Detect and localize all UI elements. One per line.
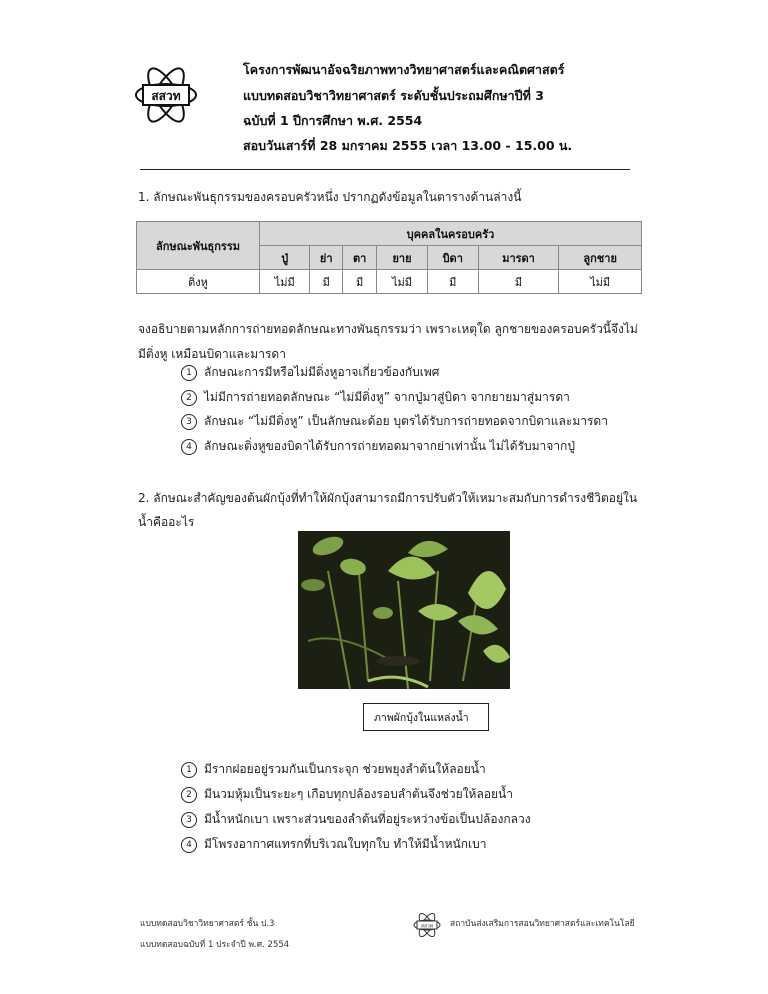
- trait-table: [136, 221, 642, 294]
- member-header: ตา: [343, 246, 377, 270]
- member-header: ยาย: [377, 246, 427, 270]
- trait-value-cell: ไม่มี: [377, 270, 427, 294]
- trait-value-cell: มี: [427, 270, 478, 294]
- trait-value-cell: มี: [343, 270, 377, 294]
- choice-text: ไม่มีการถ่ายทอดลักษณะ “ไม่มีติ่งหู” จากปู่มาสู่บิดา จากยายมาสู่มารดา: [204, 390, 570, 404]
- trait-header-cell: ลักษณะพันธุกรรม: [137, 222, 260, 270]
- trait-name-cell: ติ่งหู: [137, 270, 260, 294]
- choice-number-icon: 4: [181, 439, 197, 455]
- family-header-cell: บุคคลในครอบครัว: [260, 222, 642, 246]
- choice-text: ลักษณะ “ไม่มีติ่งหู” เป็นลักษณะด้อย บุตรได้รับการถ่ายทอดจากบิดาและมารดา: [204, 414, 608, 428]
- choice-text: ลักษณะติ่งหูของบิดาได้รับการถ่ายทอดมาจากย่าเท่านั้น ไม่ได้รับมาจากปู่: [204, 439, 575, 453]
- question-1-text: 1. ลักษณะพันธุกรรมของครอบครัวหนึ่ง ปรากฏดังข้อมูลในตารางด้านล่างนี้: [138, 190, 522, 204]
- member-header: ย่า: [310, 246, 343, 270]
- member-header: ปู่: [260, 246, 310, 270]
- question-1-prompt-line-2: มีติ่งหู เหมือนบิดาและมารดา: [138, 347, 286, 361]
- question-2-text-line-2: น้ำคืออะไร: [138, 515, 195, 529]
- choice-number-icon: 1: [181, 762, 197, 778]
- choice-number-icon: 2: [181, 390, 197, 406]
- member-header: มารดา: [478, 246, 559, 270]
- question-1-choice-4[interactable]: [181, 437, 575, 456]
- choice-number-icon: 1: [181, 365, 197, 381]
- choice-text: มีน้ำหนักเบา เพราะส่วนของลำต้นที่อยู่ระหว่างข้อเป็นปล้องกลวง: [204, 812, 531, 826]
- choice-text: มีรากฝอยอยู่รวมกันเป็นกระจุก ช่วยพยุงลำต้นให้ลอยน้ำ: [204, 762, 486, 776]
- member-header: ลูกชาย: [559, 246, 642, 270]
- header-subject: แบบทดสอบวิชาวิทยาศาสตร์ ระดับชั้นประถมศึกษาปีที่ 3: [243, 88, 544, 103]
- header-exam-date: สอบวันเสาร์ที่ 28 มกราคม 2555 เวลา 13.00 - 15.00 น.: [243, 138, 573, 153]
- question-2-choice-4[interactable]: [181, 835, 487, 854]
- header-edition: ฉบับที่ 1 ปีการศึกษา พ.ศ. 2554: [243, 113, 423, 128]
- question-1-choice-1[interactable]: [181, 363, 439, 382]
- choice-number-icon: 2: [181, 787, 197, 803]
- question-1-choice-3[interactable]: [181, 412, 608, 431]
- table-row: [137, 270, 642, 294]
- footer-institute: สถาบันส่งเสริมการสอนวิทยาศาสตร์และเทคโนโลยี: [450, 919, 635, 929]
- choice-text: มีโพรงอากาศแทรกที่บริเวณใบทุกใบ ทำให้มีน้ำหนักเบา: [204, 837, 487, 851]
- trait-value-cell: มี: [310, 270, 343, 294]
- ipst-logo: [133, 62, 199, 128]
- question-2-choice-1[interactable]: [181, 760, 486, 779]
- footer-subject: แบบทดสอบวิชาวิทยาศาสตร์ ชั้น ป.3: [140, 919, 275, 929]
- choice-number-icon: 3: [181, 812, 197, 828]
- choice-number-icon: 3: [181, 414, 197, 430]
- header-title: โครงการพัฒนาอัจฉริยภาพทางวิทยาศาสตร์และคณิตศาสตร์: [243, 62, 565, 77]
- choice-text: มีนวมหุ้มเป็นระยะๆ เกือบทุกปล้องรอบลำต้นจึงช่วยให้ลอยน้ำ: [204, 787, 513, 801]
- header-divider: [140, 169, 630, 170]
- photo-caption: ภาพผักบุ้งในแหล่งน้ำ: [363, 703, 489, 731]
- trait-value-cell: มี: [478, 270, 559, 294]
- question-2-text-line-1: 2. ลักษณะสำคัญของต้นผักบุ้งที่ทำให้ผักบุ้งสามารถมีการปรับตัวให้เหมาะสมกับการดำรงชีวิตอยู่ใน: [138, 491, 638, 505]
- water-spinach-photo: [298, 531, 510, 689]
- member-header: บิดา: [427, 246, 478, 270]
- question-1-prompt-line-1: จงอธิบายตามหลักการถ่ายทอดลักษณะทางพันธุกรรมว่า เพราะเหตุใด ลูกชายของครอบครัวนี้จึงไม่: [138, 322, 638, 336]
- question-2-choice-2[interactable]: [181, 785, 513, 804]
- trait-value-cell: ไม่มี: [559, 270, 642, 294]
- question-2-choice-3[interactable]: [181, 810, 531, 829]
- trait-value-cell: ไม่มี: [260, 270, 310, 294]
- ipst-logo-small: [412, 910, 442, 940]
- footer-edition: แบบทดสอบฉบับที่ 1 ประจำปี พ.ศ. 2554: [140, 940, 290, 950]
- svg-text:สสวท: สสวท: [151, 89, 181, 103]
- choice-number-icon: 4: [181, 837, 197, 853]
- choice-text: ลักษณะการมีหรือไม่มีติ่งหูอาจเกี่ยวข้องกับเพศ: [204, 365, 440, 379]
- svg-text:สสวท: สสวท: [420, 923, 434, 930]
- question-1-choice-2[interactable]: [181, 388, 570, 407]
